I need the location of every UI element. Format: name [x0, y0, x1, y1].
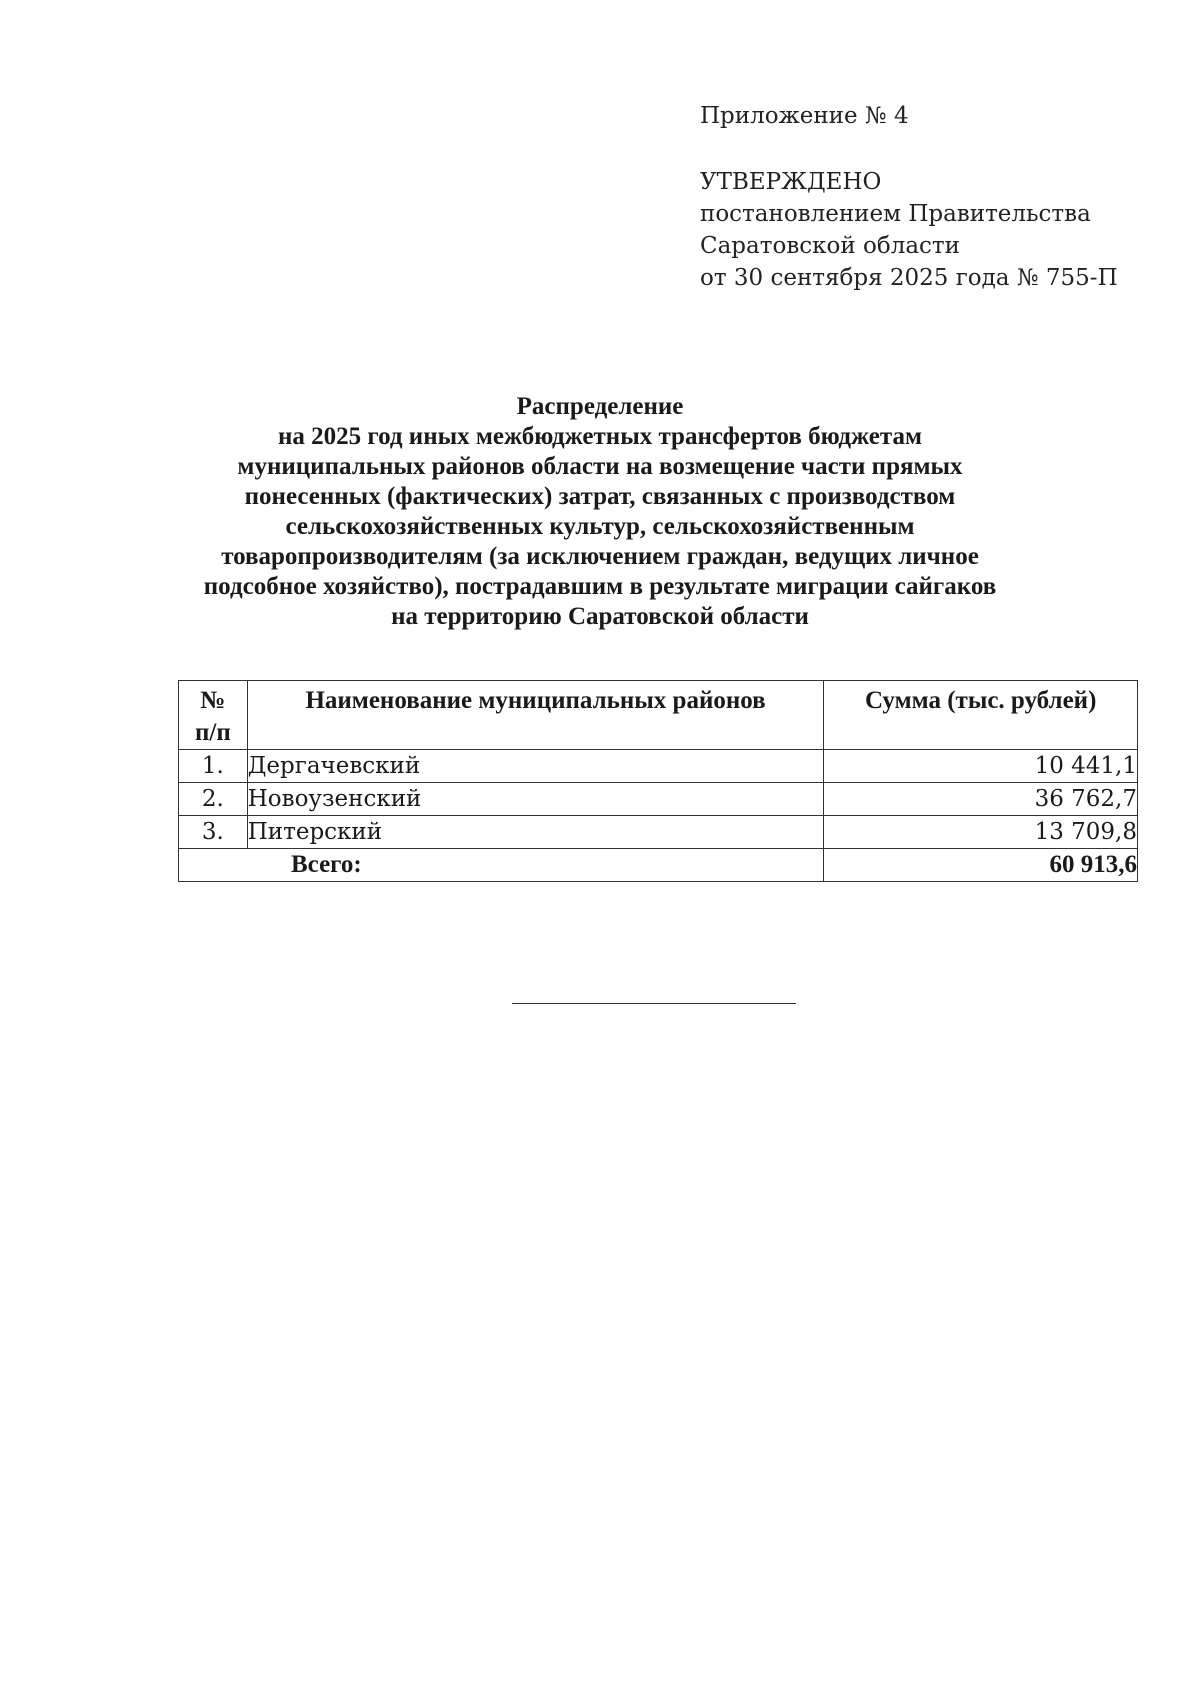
appendix-label: Приложение № 4 [700, 103, 909, 129]
header-number [179, 681, 248, 750]
row-district-name: Новоузенский [247, 783, 824, 816]
row-district-name: Дергачевский [247, 750, 824, 783]
table-row [179, 750, 1138, 783]
row-sum: 13 709,8 [824, 816, 1138, 849]
header-number-symbol: № [200, 687, 226, 714]
row-number: 1. [179, 750, 248, 783]
table-header-row [179, 681, 1138, 750]
row-number: 3. [179, 816, 248, 849]
title-line: Распределение [516, 393, 684, 420]
total-label: Всего: [179, 849, 824, 882]
row-sum: 36 762,7 [824, 783, 1138, 816]
title-line: на 2025 год иных межбюджетных трансфертов бюджетам [277, 423, 923, 450]
approval-date-line: от 30 сентября 2025 года № 755-П [700, 265, 1118, 291]
approved-label: УТВЕРЖДЕНО [700, 169, 882, 195]
title-line: товаропроизводителям (за исключением граждан, ведущих личное [221, 543, 979, 570]
approval-region-line: Саратовской области [700, 233, 960, 259]
title-line: сельскохозяйственных культур, сельскохозяйственным [285, 513, 915, 540]
title-line: муниципальных районов области на возмещение части прямых [237, 453, 963, 480]
title-line: понесенных (фактических) затрат, связанных с производством [244, 483, 956, 510]
header-sum: Сумма (тыс. рублей) [824, 681, 1138, 750]
row-sum: 10 441,1 [824, 750, 1138, 783]
title-line: на территорию Саратовской области [391, 603, 809, 630]
distribution-table [178, 680, 1138, 882]
row-number: 2. [179, 783, 248, 816]
total-row [179, 849, 1138, 882]
approval-block [700, 100, 1118, 294]
table-row [179, 816, 1138, 849]
document-title [160, 392, 1040, 632]
row-district-name: Питерский [247, 816, 824, 849]
approval-decree-line: постановлением Правительства [700, 201, 1091, 227]
total-sum: 60 913,6 [824, 849, 1138, 882]
table-row [179, 783, 1138, 816]
end-divider [512, 1003, 796, 1004]
header-district-name: Наименование муниципальных районов [247, 681, 824, 750]
title-line: подсобное хозяйство), пострадавшим в результате миграции сайгаков [203, 573, 997, 600]
header-number-abbr: п/п [194, 719, 231, 746]
